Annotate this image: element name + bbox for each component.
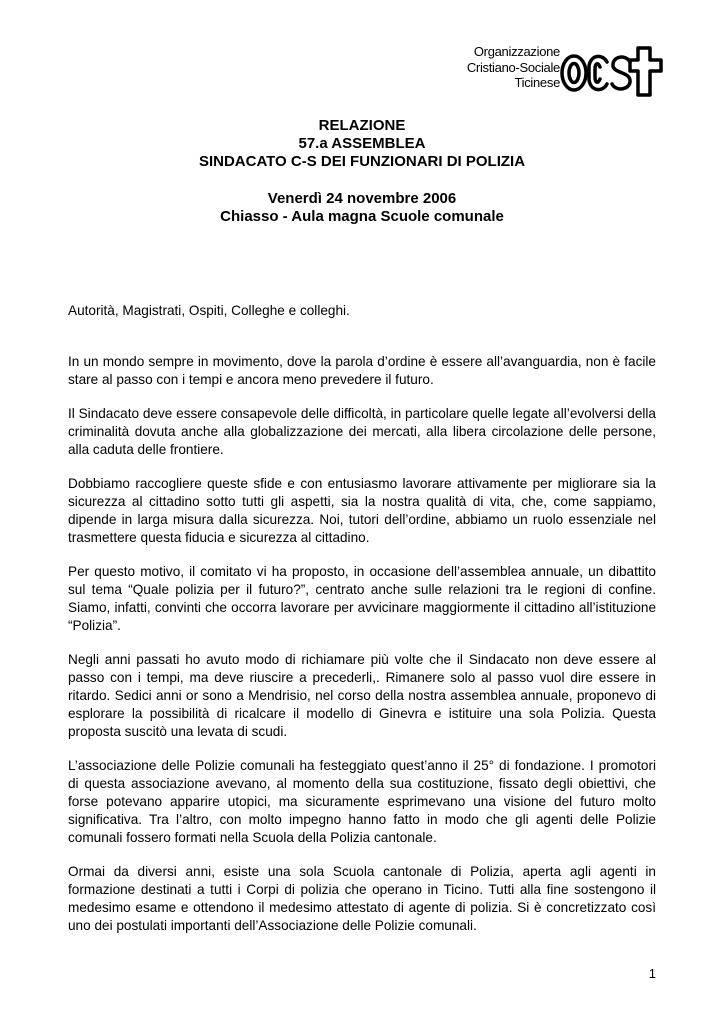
- paragraph-7: Ormai da diversi anni, esiste una sola Scuola cantonale di Polizia, aperta agli agenti in formazione destinati a tutti i Corpi di polizia che operano in Ticino. Tutti alla fine sostengono il medesimo esame e ottendono il medesimo attestato di agente di polizia. Si è concretizzato così uno dei postulati importanti dell’Associazione delle Polizie comunali.: [68, 864, 656, 933]
- paragraph-6: L’associazione delle Polizie comunali ha festeggiato quest’anno il 25° di fondazione. I promotori di questa associazione avevano, al momento della sua costituzione, fissato degli obiettivi, che forse potevano apparire utopici, ma sicuramente esprimevano una visione del futuro molto significativa. Tra l’altro, con molto impegno hanno fatto in modo che gli agenti delle Polizie comunali fossero formati nella Scuola della Polizia cantonale.: [68, 758, 656, 845]
- logo-organization-name: [434, 44, 560, 91]
- ocst-logo: [428, 40, 668, 102]
- page-number: 1: [648, 966, 656, 981]
- header-organization: SINDACATO C-S DEI FUNZIONARI DI POLIZIA: [198, 153, 526, 170]
- paragraph-3: Dobbiamo raccogliere queste sfide e con entusiasmo lavorare attivamente per migliorare sia la sicurezza al cittadino sotto tutti gli aspetti, sia la nostra qualità di vita, che, come sappiamo, dipende in larga misura dalla sicurezza. Noi, tutori dell’ordine, abbiamo un ruolo essenziale nel trasmettere questa fiducia e sicurezza al cittadino.: [68, 476, 656, 545]
- document-body: [68, 302, 656, 951]
- header-assembly: 57.a ASSEMBLEA: [298, 135, 426, 152]
- ocst-mark-icon: [558, 42, 664, 100]
- header-location: Chiasso - Aula magna Scuole comunale: [220, 208, 504, 225]
- paragraph-1: In un mondo sempre in movimento, dove la parola d’ordine è essere all’avanguardia, non è facile stare al passo con i tempi e ancora meno prevedere il futuro.: [68, 354, 656, 387]
- document-header: [68, 117, 656, 226]
- header-date: Venerdì 24 novembre 2006: [267, 190, 457, 207]
- logo-line-2: Cristiano-Sociale: [466, 59, 560, 75]
- logo-line-3: Ticinese: [514, 75, 560, 90]
- paragraph-2: Il Sindacato deve essere consapevole delle difficoltà, in particolare quelle legate all’evolversi della criminalità dovuta anche alla globalizzazione dei mercati, alla libera circolazione delle persone, alla caduta delle frontiere.: [68, 406, 656, 457]
- salutation: Autorità, Magistrati, Ospiti, Colleghe e colleghi.: [68, 303, 350, 318]
- paragraph-5: Negli anni passati ho avuto modo di richiamare più volte che il Sindacato non deve essere al passo con i tempi, ma deve riuscire a precederli,. Rimanere solo al passo vuol dire essere in ritardo. Sedici anni or sono a Mendrisio, nel corso della nostra assemblea annuale, proponevo di esplorare la possibilità di ricalcare il modello di Ginevra e istituire una sola Polizia. Questa proposta suscitò una levata di scudi.: [68, 652, 656, 739]
- header-title: RELAZIONE: [318, 117, 406, 134]
- paragraph-4: Per questo motivo, il comitato vi ha proposto, in occasione dell’assemblea annuale, un dibattito sul tema “Quale polizia per il futuro?”, centrato anche sulle relazioni tra le regioni di confine. Siamo, infatti, convinti che occorra lavorare per avvicinare maggiormente il cittadino all’istituzione “Polizia”.: [68, 564, 656, 633]
- logo-line-1: Organizzazione: [473, 44, 560, 59]
